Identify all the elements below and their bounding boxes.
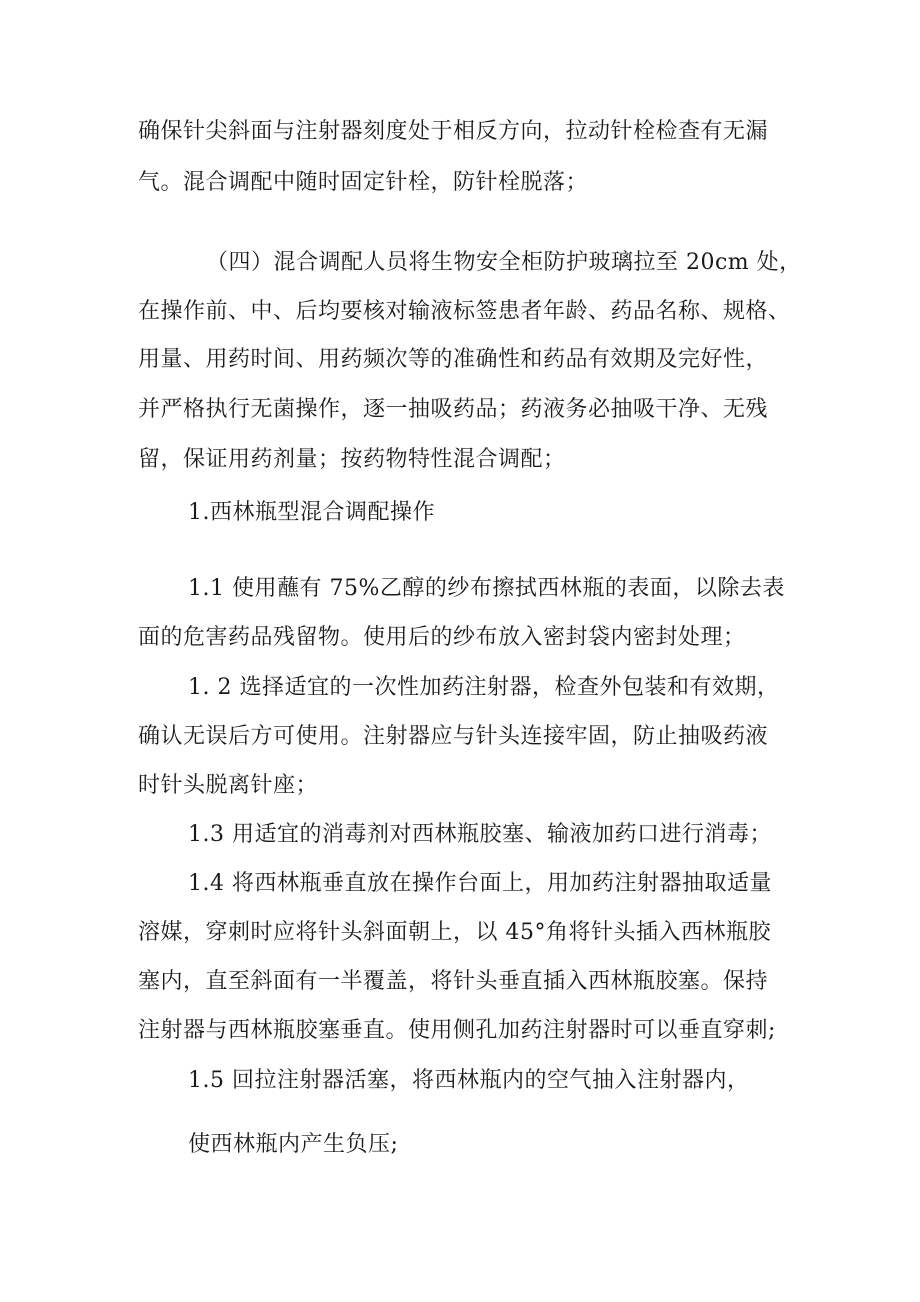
text-line: 1. 2 选择适宜的一次性加药注射器，检查外包装和有效期， — [188, 675, 780, 700]
text-line: 用量、用药时间、用药频次等的准确性和药品有效期及完好性， — [138, 347, 769, 372]
text-line: 注射器与西林瓶胶塞垂直。使用侧孔加药注射器时可以垂直穿刺; — [138, 1018, 776, 1043]
text-line: 塞内，直至斜面有一半覆盖，将针头垂直插入西林瓶胶塞。保持 — [138, 969, 769, 994]
text-line: 使西林瓶内产生负压; — [188, 1132, 399, 1157]
text-line: 1.5 回拉注射器活塞，将西林瓶内的空气抽入注射器内， — [188, 1068, 750, 1093]
text-line: 并严格执行无菌操作，逐一抽吸药品；药液务必抽吸干净、无残 — [138, 397, 769, 422]
text-line: 1.4 将西林瓶垂直放在操作台面上，用加药注射器抽取适量 — [188, 871, 772, 896]
text-line: 1.3 用适宜的消毒剂对西林瓶胶塞、输液加药口进行消毒； — [188, 822, 772, 847]
text-line: 时针头脱离针座； — [138, 773, 319, 798]
text-line: 确保针尖斜面与注射器刻度处于相反方向，拉动针栓检查有无漏 — [138, 119, 769, 144]
text-line: 确认无误后方可使用。注射器应与针头连接牢固，防止抽吸药液 — [138, 724, 769, 749]
section-heading: （四）混合调配人员将生物安全柜防护玻璃拉至 20cm 处， — [206, 250, 802, 275]
subsection-heading: 1.西林瓶型混合调配操作 — [188, 500, 435, 525]
text-line: 在操作前、中、后均要核对输液标签患者年龄、药品名称、规格、 — [138, 299, 791, 324]
text-line: 留，保证用药剂量；按药物特性混合调配； — [138, 447, 566, 472]
text-line: 气。混合调配中随时固定针栓，防针栓脱落； — [138, 170, 589, 195]
text-line: 面的危害药品残留物。使用后的纱布放入密封袋内密封处理； — [138, 625, 746, 650]
text-line: 溶媒，穿刺时应将针头斜面朝上，以 45°角将针头插入西林瓶胶 — [138, 920, 771, 945]
text-line: 1.1 使用蘸有 75%乙醇的纱布擦拭西林瓶的表面，以除去表 — [188, 576, 785, 601]
